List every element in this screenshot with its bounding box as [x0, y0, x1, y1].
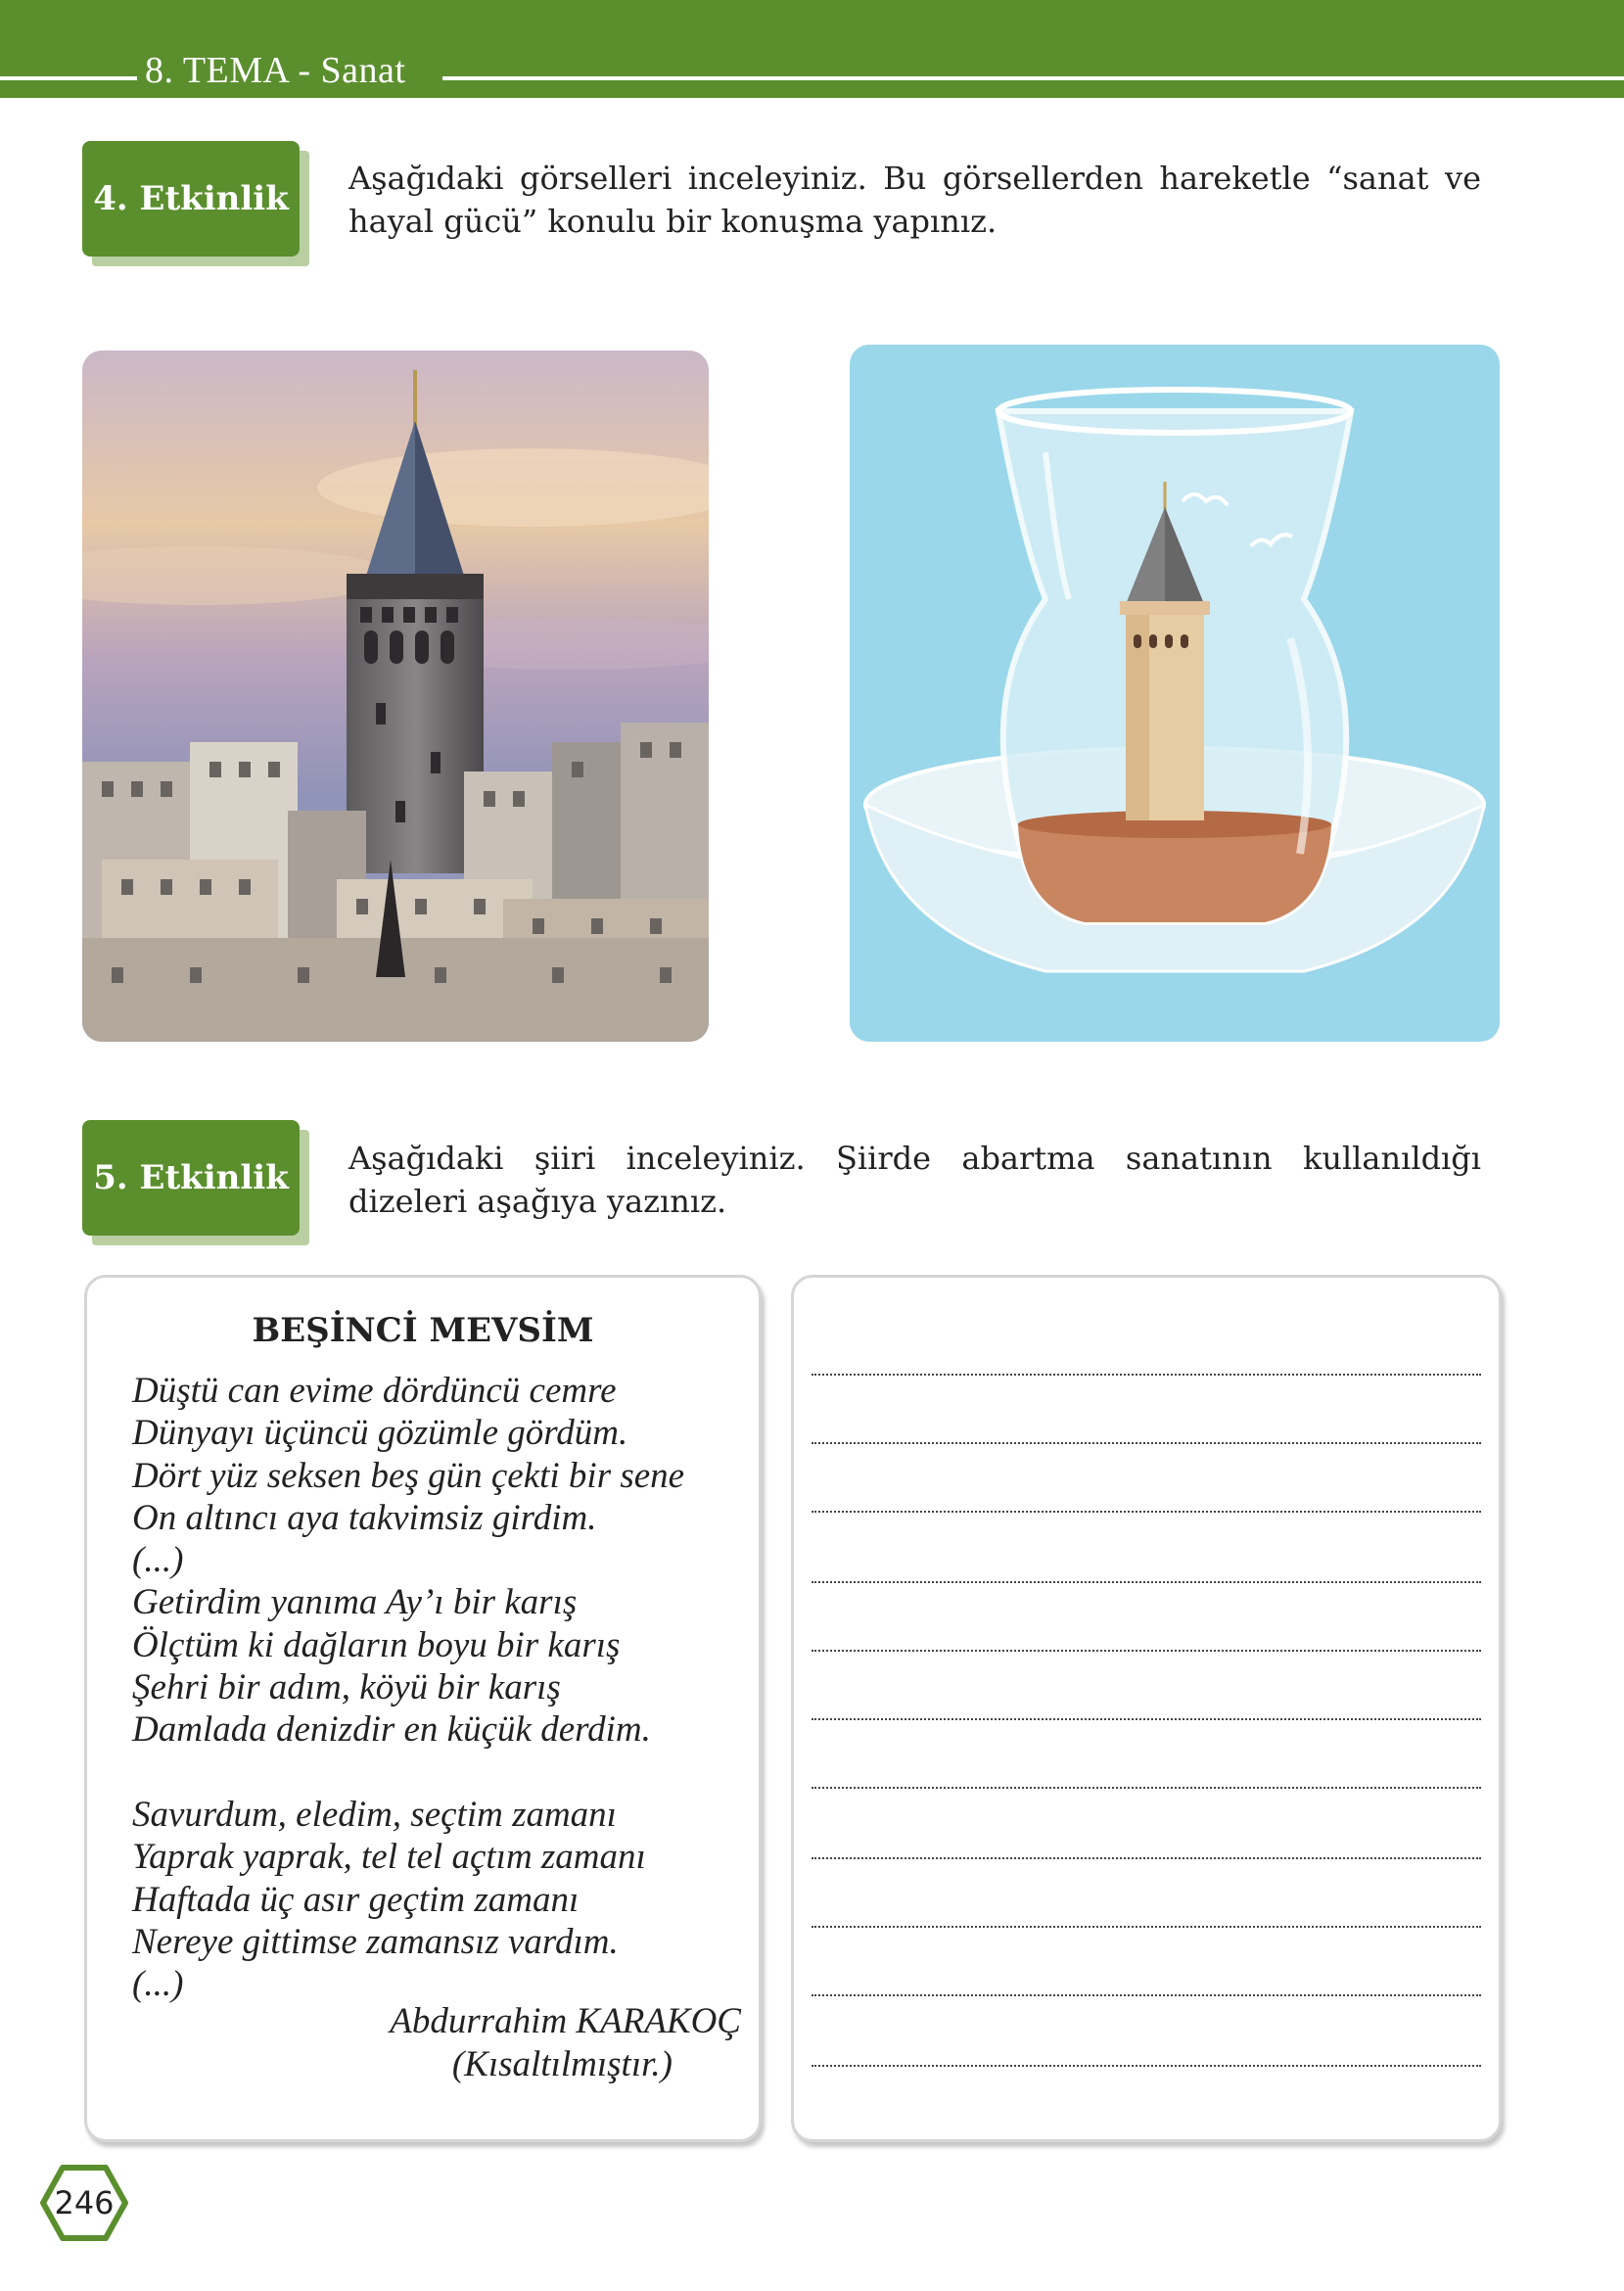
poem-line: Damlada denizdir en küçük derdim.	[132, 1709, 651, 1751]
activity-5-instruction: Aşağıdaki şiiri inceleyiniz. Şiirde abartma sanatının kullanıldığı dizeleri aşağıya yazınız.	[348, 1140, 1481, 1220]
page-number: 246	[54, 2184, 115, 2221]
poem-author: Abdurrahim KARAKOÇ	[390, 2001, 741, 2041]
answer-writing-box[interactable]	[791, 1275, 1502, 2142]
answer-line-1[interactable]	[812, 1374, 1481, 1376]
activity-5-badge	[82, 1120, 300, 1236]
answer-line-5[interactable]	[812, 1650, 1481, 1652]
activity-4-instruction: Aşağıdaki görselleri inceleyiniz. Bu görsellerden hareketle “sanat ve hayal gücü” konulu bir konuşma yapınız.	[348, 160, 1481, 240]
poem-line: Düştü can evime dördüncü cemre	[132, 1371, 617, 1411]
poem-line: Getirdim yanıma Ay’ı bir karış	[132, 1582, 578, 1623]
poem-line: Nereye gittimse zamansız vardım.	[132, 1921, 619, 1962]
poem-line: On altıncı aya takvimsiz girdim.	[132, 1497, 597, 1538]
poem-line: Haftada üç asır geçtim zamanı	[132, 1879, 580, 1920]
tea-glass-illustration	[850, 345, 1500, 1042]
galata-tower-photo	[82, 351, 709, 1042]
poem-line: Dört yüz seksen beş gün çekti bir sene	[132, 1455, 685, 1496]
answer-line-3[interactable]	[812, 1511, 1481, 1513]
answer-line-10[interactable]	[812, 1994, 1481, 1996]
poem-line: (...)	[132, 1540, 184, 1581]
poem-line: Yaprak yaprak, tel tel açtım zamanı	[132, 1837, 646, 1878]
answer-line-9[interactable]	[812, 1926, 1481, 1928]
poem-line: (...)	[132, 1964, 184, 2005]
activity-5-label: 5. Etkinlik	[82, 1120, 300, 1236]
header-rule-left	[0, 76, 137, 80]
header-rule-right	[442, 76, 1624, 80]
answer-line-11[interactable]	[812, 2065, 1481, 2067]
galata-photo-illustration	[82, 351, 709, 1042]
poem-shortened-note: (Kısaltılmıştır.)	[451, 2044, 673, 2084]
poem-title: BEŞİNCİ MEVSİM	[252, 1311, 594, 1350]
answer-line-2[interactable]	[812, 1442, 1481, 1444]
answer-line-4[interactable]	[812, 1581, 1481, 1583]
poem-line: Dünyayı üçüncü gözümle gördüm.	[132, 1413, 628, 1454]
activity-4-badge	[82, 141, 300, 257]
theme-title: 8. TEMA - Sanat	[145, 50, 406, 91]
answer-line-8[interactable]	[812, 1857, 1481, 1859]
answer-line-6[interactable]	[812, 1718, 1481, 1720]
poem-line: Şehri bir adım, köyü bir karış	[132, 1667, 561, 1708]
poem-stanza-break	[132, 1752, 684, 1794]
page-number-badge	[39, 2164, 129, 2242]
tea-glass-tower-illustration	[850, 345, 1500, 1042]
poem-lines	[132, 1370, 684, 2005]
answer-line-7[interactable]	[812, 1787, 1481, 1789]
activity-4-label: 4. Etkinlik	[82, 141, 300, 257]
poem-line: Ölçtüm ki dağların boyu bir karış	[132, 1624, 621, 1665]
poem-box	[84, 1275, 762, 2142]
poem-line: Savurdum, eledim, seçtim zamanı	[132, 1794, 617, 1835]
